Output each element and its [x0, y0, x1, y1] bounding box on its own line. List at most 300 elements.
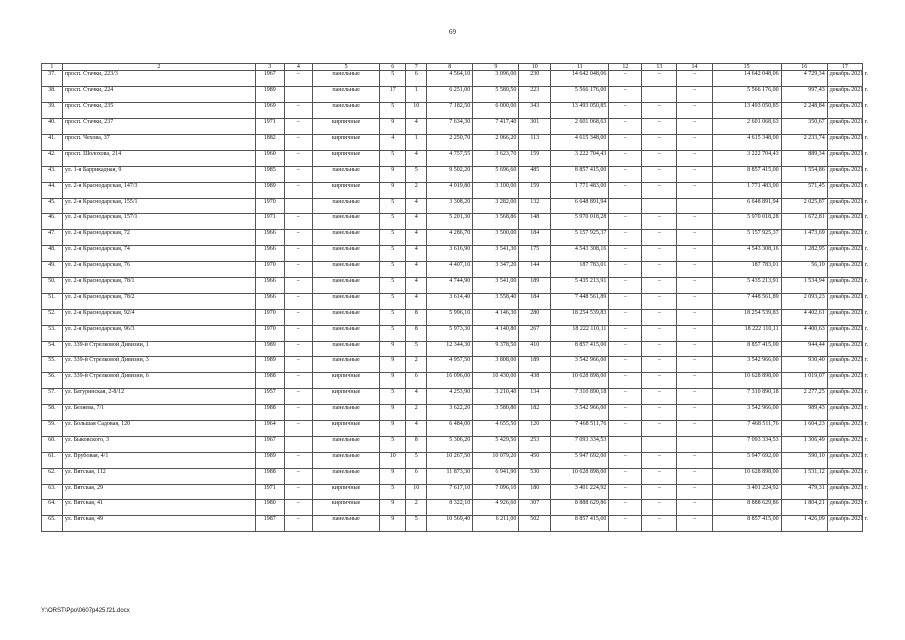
table-cell: 144 — [519, 262, 551, 278]
table-cell: декабрь 2021 г. — [827, 166, 862, 182]
table-cell: – — [284, 182, 313, 198]
table-cell: просп. Чехова, 37 — [62, 134, 255, 150]
table-cell: 1970 — [256, 309, 285, 325]
table-cell: – — [284, 325, 313, 341]
table-row — [42, 182, 863, 198]
table-cell: 12 344,30 — [427, 341, 473, 357]
table-cell: – — [677, 103, 712, 119]
table-cell: панельные — [313, 341, 380, 357]
table-cell: ул. Вятская, 41 — [62, 500, 255, 516]
table-cell: – — [284, 277, 313, 293]
table-cell: – — [642, 484, 677, 500]
table-cell — [609, 436, 642, 452]
table-cell: 8 857 415,00 — [551, 341, 609, 357]
table-cell: 1 604,23 — [781, 421, 827, 437]
table-cell: – — [609, 103, 642, 119]
table-cell: 5 — [406, 452, 427, 468]
table-cell: 1882 — [256, 134, 285, 150]
table-cell: 1970 — [256, 325, 285, 341]
table-cell: 1 — [406, 134, 427, 150]
table-cell: панельные — [313, 103, 380, 119]
table-cell: – — [609, 134, 642, 150]
table-cell: 3 542 966,00 — [712, 357, 781, 373]
table-cell: кирпичные — [313, 182, 380, 198]
table-cell: 2 601 068,63 — [712, 119, 781, 135]
table-cell: – — [642, 262, 677, 278]
table-cell: 9 — [380, 468, 406, 484]
table-cell: 6 648 891,94 — [712, 198, 781, 214]
table-cell: декабрь 2021 г. — [827, 182, 862, 198]
table-cell: – — [609, 262, 642, 278]
column-header: 5 — [313, 64, 380, 71]
table-cell: – — [642, 277, 677, 293]
table-cell: 1 473,69 — [781, 230, 827, 246]
table-cell: 3 096,00 — [473, 71, 519, 87]
table-cell: 189 — [519, 357, 551, 373]
table-cell: 5 435 213,91 — [712, 277, 781, 293]
table-cell: 9 — [380, 373, 406, 389]
table-cell: ул. 2-я Краснодарская, 92/4 — [62, 309, 255, 325]
table-cell: 2 233,74 — [781, 134, 827, 150]
table-cell: 4 286,70 — [427, 230, 473, 246]
table-cell: 5 — [380, 198, 406, 214]
table-cell: 3 616,90 — [427, 246, 473, 262]
table-cell: 3 308,20 — [427, 198, 473, 214]
table-cell: ул. 2-я Краснодарская, 78/1 — [62, 277, 255, 293]
table-cell: – — [642, 500, 677, 516]
table-row — [42, 341, 863, 357]
table-cell: – — [642, 325, 677, 341]
table-cell: декабрь 2021 г. — [827, 87, 862, 103]
table-cell: 3 614,40 — [427, 293, 473, 309]
table-cell: 8 888 629,86 — [712, 500, 781, 516]
table-cell: 1989 — [256, 182, 285, 198]
table-cell: 4 615 348,00 — [712, 134, 781, 150]
table-cell: – — [609, 214, 642, 230]
table-cell: 485 — [519, 166, 551, 182]
table-cell: 5 — [380, 71, 406, 87]
table-cell: панельные — [313, 166, 380, 182]
table-cell — [677, 436, 712, 452]
table-cell: 5 996,10 — [427, 309, 473, 325]
table-cell: – — [284, 71, 313, 87]
table-cell: – — [677, 421, 712, 437]
table-cell: 1967 — [256, 71, 285, 87]
table-cell: 5 — [380, 246, 406, 262]
column-header: 17 — [827, 64, 862, 71]
table-cell: ул. Большая Садовая, 120 — [62, 421, 255, 437]
table-cell — [284, 436, 313, 452]
table-row — [42, 277, 863, 293]
table-cell: 13 493 050,85 — [551, 103, 609, 119]
table-cell: 5 — [406, 166, 427, 182]
table-row — [42, 198, 863, 214]
table-cell: 10 — [406, 484, 427, 500]
table-cell — [284, 198, 313, 214]
table-cell: – — [609, 484, 642, 500]
table-cell: ул. 2-я Краснодарская, 74 — [62, 246, 255, 262]
table-cell: 8 — [406, 436, 427, 452]
table-cell: декабрь 2021 г. — [827, 230, 862, 246]
table-cell: 8 857 415,00 — [712, 516, 781, 532]
table-cell: 18 254 539,83 — [551, 309, 609, 325]
table-row — [42, 484, 863, 500]
table-cell: 7 417,40 — [473, 119, 519, 135]
column-header: 13 — [642, 64, 677, 71]
table-row — [42, 166, 863, 182]
table-cell: 59. — [42, 421, 63, 437]
table-cell: 7 182,50 — [427, 103, 473, 119]
table-cell: 502 — [519, 516, 551, 532]
table-cell: – — [609, 421, 642, 437]
table-cell: 1 672,81 — [781, 214, 827, 230]
table-cell: 3 542 966,00 — [551, 405, 609, 421]
table-cell: 2 066,20 — [473, 134, 519, 150]
table-cell: 5 — [380, 293, 406, 309]
table-cell: – — [609, 166, 642, 182]
table-cell: 148 — [519, 214, 551, 230]
table-cell: ул. Вятская, 49 — [62, 516, 255, 532]
table-cell: 2 — [406, 405, 427, 421]
table-cell: 187 783,01 — [712, 262, 781, 278]
table-cell: декабрь 2021 г. — [827, 516, 862, 532]
table-cell: 159 — [519, 182, 551, 198]
table-cell: 4 — [406, 150, 427, 166]
table-cell: декабрь 2021 г. — [827, 214, 862, 230]
table-cell: 4 757,55 — [427, 150, 473, 166]
table-cell: 4 957,50 — [427, 357, 473, 373]
table-cell: – — [642, 389, 677, 405]
table-cell: 14 642 048,06 — [712, 71, 781, 87]
table-cell: панельные — [313, 262, 380, 278]
table-cell: просп. Стачки, 237 — [62, 119, 255, 135]
table-cell: – — [677, 309, 712, 325]
table-cell: 4 655,50 — [473, 421, 519, 437]
table-body — [42, 71, 869, 532]
table-cell: 39. — [42, 103, 63, 119]
table-cell: 41. — [42, 134, 63, 150]
table-cell: – — [677, 389, 712, 405]
table-cell: 7 310 890,18 — [551, 389, 609, 405]
table-cell: 450 — [519, 452, 551, 468]
table-cell: 4 — [406, 214, 427, 230]
table-cell: 6 — [406, 71, 427, 87]
table-cell: – — [642, 373, 677, 389]
table-cell: – — [284, 134, 313, 150]
table-cell: 7 634,30 — [427, 119, 473, 135]
table-cell: 4 — [380, 134, 406, 150]
table-cell: 13 493 050,85 — [712, 103, 781, 119]
table-row — [42, 71, 863, 87]
table-cell: 8 — [406, 325, 427, 341]
table-cell: 1989 — [256, 341, 285, 357]
table-row — [42, 516, 863, 532]
table-cell: ул. Беляева, 7/1 — [62, 405, 255, 421]
table-cell: 1967 — [256, 436, 285, 452]
table-cell: 62. — [42, 468, 63, 484]
table-cell: – — [609, 373, 642, 389]
table-cell: декабрь 2021 г. — [827, 71, 862, 87]
table-row — [42, 246, 863, 262]
table-cell: – — [609, 87, 642, 103]
table-cell: 6 211,00 — [473, 516, 519, 532]
table-cell: 4 402,61 — [781, 309, 827, 325]
table-cell: 184 — [519, 230, 551, 246]
table-cell: 3 541,30 — [473, 246, 519, 262]
table-cell: 2 248,84 — [781, 103, 827, 119]
table-cell: 56. — [42, 373, 63, 389]
table-cell: 5 429,50 — [473, 436, 519, 452]
table-cell: 930,40 — [781, 357, 827, 373]
table-cell: – — [642, 405, 677, 421]
table-cell: 18 254 539,83 — [712, 309, 781, 325]
table-row — [42, 262, 863, 278]
table-cell: 5 973,30 — [427, 325, 473, 341]
table-cell: 1971 — [256, 484, 285, 500]
table-cell: – — [284, 166, 313, 182]
table-cell: 4 140,80 — [473, 325, 519, 341]
table-cell: – — [677, 452, 712, 468]
column-header: 1 — [42, 64, 63, 71]
table-cell: 7 617,10 — [427, 484, 473, 500]
table-cell: 1987 — [256, 516, 285, 532]
table-cell: 4 — [406, 198, 427, 214]
table-cell: – — [284, 516, 313, 532]
table-cell: 590,10 — [781, 452, 827, 468]
file-path-footer: Y:\ORST\Ppo\0607p425.f21.docx — [41, 608, 130, 614]
table-cell: кирпичные — [313, 373, 380, 389]
table-row — [42, 452, 863, 468]
table-cell: 3 622,20 — [427, 405, 473, 421]
table-cell: – — [609, 357, 642, 373]
table-cell: 14 642 048,06 — [551, 71, 609, 87]
table-row — [42, 150, 863, 166]
table-cell: панельные — [313, 198, 380, 214]
table-cell: 1970 — [256, 262, 285, 278]
table-cell: 56,10 — [781, 262, 827, 278]
table-cell: 18 222 110,11 — [712, 325, 781, 341]
table-cell: 5 435 213,91 — [551, 277, 609, 293]
table-cell — [677, 198, 712, 214]
table-cell — [642, 198, 677, 214]
table-cell: 1989 — [256, 87, 285, 103]
table-cell: 1989 — [256, 357, 285, 373]
table-cell: 4 — [406, 277, 427, 293]
table-cell: 3 580,80 — [473, 405, 519, 421]
table-cell: 5 157 925,37 — [712, 230, 781, 246]
table-cell: 5 — [380, 103, 406, 119]
table-cell: кирпичные — [313, 119, 380, 135]
table-cell: просп. Стачки, 223/3 — [62, 71, 255, 87]
table-cell: 5 580,50 — [473, 87, 519, 103]
table-cell: – — [642, 341, 677, 357]
table-cell: 17 — [380, 87, 406, 103]
table-cell: 479,31 — [781, 484, 827, 500]
table-cell: 113 — [519, 134, 551, 150]
table-cell: 6 251,00 — [427, 87, 473, 103]
table-cell: 53. — [42, 325, 63, 341]
table-cell: 343 — [519, 103, 551, 119]
table-cell: 180 — [519, 484, 551, 500]
table-cell: 4 615 348,00 — [551, 134, 609, 150]
table-cell: 187 783,01 — [551, 262, 609, 278]
table-cell: 8 888 629,86 — [551, 500, 609, 516]
table-cell: 1 771 483,00 — [712, 182, 781, 198]
table-cell: 9 — [380, 341, 406, 357]
table-cell: 1988 — [256, 405, 285, 421]
table-cell: 3 347,20 — [473, 262, 519, 278]
table-cell: – — [677, 516, 712, 532]
table-cell: панельные — [313, 516, 380, 532]
table-cell: – — [642, 230, 677, 246]
table-cell: 46. — [42, 214, 63, 230]
table-cell: 3 542 966,00 — [551, 357, 609, 373]
table-cell: – — [284, 119, 313, 135]
table-cell: 10 — [380, 452, 406, 468]
table-cell: 9 — [380, 421, 406, 437]
table-cell: 1 554,86 — [781, 166, 827, 182]
table-cell: – — [677, 182, 712, 198]
table-cell: 54. — [42, 341, 63, 357]
table-cell: ул. 2-я Краснодарская, 147/3 — [62, 182, 255, 198]
table-cell: панельные — [313, 293, 380, 309]
table-cell: 438 — [519, 373, 551, 389]
table-cell: – — [642, 150, 677, 166]
table-cell: 4 400,63 — [781, 325, 827, 341]
table-row — [42, 436, 863, 452]
table-cell: 5 — [380, 309, 406, 325]
table-cell: 9 502,20 — [427, 166, 473, 182]
table-cell: декабрь 2021 г. — [827, 262, 862, 278]
table-cell: декабрь 2021 г. — [827, 452, 862, 468]
table-cell: 4 926,60 — [473, 500, 519, 516]
column-header: 8 — [427, 64, 473, 71]
table-cell: – — [284, 230, 313, 246]
table-cell: 410 — [519, 341, 551, 357]
table-cell: – — [677, 71, 712, 87]
table-row — [42, 325, 863, 341]
table-cell: кирпичные — [313, 389, 380, 405]
table-cell: 5 — [380, 150, 406, 166]
table-cell: – — [677, 230, 712, 246]
table-cell: – — [677, 87, 712, 103]
table-cell: 4 — [406, 293, 427, 309]
table-cell: 9 — [380, 516, 406, 532]
table-cell: кирпичные — [313, 421, 380, 437]
table-cell: 4 — [406, 262, 427, 278]
table-cell: 6 941,90 — [473, 468, 519, 484]
table-cell: 1 306,49 — [781, 436, 827, 452]
table-row — [42, 87, 863, 103]
table-cell: – — [609, 246, 642, 262]
table-cell: 48. — [42, 246, 63, 262]
table-cell: 44. — [42, 182, 63, 198]
table-cell: 18 222 110,11 — [551, 325, 609, 341]
table-cell: панельные — [313, 230, 380, 246]
table-cell: – — [642, 452, 677, 468]
table-cell: декабрь 2021 г. — [827, 134, 862, 150]
table-cell: 5 970 018,28 — [712, 214, 781, 230]
table-row — [42, 357, 863, 373]
table-cell: 2 — [406, 357, 427, 373]
table-cell: – — [284, 405, 313, 421]
table-cell: – — [284, 309, 313, 325]
table-cell: 5 — [406, 341, 427, 357]
table-cell: 5 201,30 — [427, 214, 473, 230]
table-cell: 4 744,90 — [427, 277, 473, 293]
table-cell: – — [677, 468, 712, 484]
table-cell: 9 — [380, 405, 406, 421]
table-cell: – — [677, 134, 712, 150]
table-cell: 7 468 511,76 — [712, 421, 781, 437]
table-cell: 2 025,87 — [781, 198, 827, 214]
table-cell: панельные — [313, 309, 380, 325]
table-cell: – — [609, 405, 642, 421]
column-header: 16 — [781, 64, 827, 71]
table-cell: – — [284, 389, 313, 405]
table-cell: 4 — [406, 230, 427, 246]
table-cell: 5 — [380, 484, 406, 500]
table-cell: 5 306,20 — [427, 436, 473, 452]
table-cell: декабрь 2021 г. — [827, 389, 862, 405]
table-cell: 5 947 692,00 — [712, 452, 781, 468]
table-cell: – — [642, 71, 677, 87]
table-cell: 5 — [380, 230, 406, 246]
table-cell: 1 426,09 — [781, 516, 827, 532]
table-cell: 3 401 224,92 — [551, 484, 609, 500]
table-cell: – — [642, 182, 677, 198]
table-cell: 38. — [42, 87, 63, 103]
table-cell: 3 222 704,43 — [551, 150, 609, 166]
table-cell: панельные — [313, 277, 380, 293]
table-cell: 4 543 308,16 — [551, 246, 609, 262]
table-cell: 6 648 891,94 — [551, 198, 609, 214]
table-cell: 2 250,70 — [427, 134, 473, 150]
table-cell: 6 — [406, 373, 427, 389]
table-cell: 2 601 068,63 — [551, 119, 609, 135]
table-cell: – — [642, 421, 677, 437]
table-cell: 223 — [519, 87, 551, 103]
table-cell: 1 771 483,00 — [551, 182, 609, 198]
table-row — [42, 373, 863, 389]
table-cell: декабрь 2021 г. — [827, 246, 862, 262]
column-header: 9 — [473, 64, 519, 71]
table-cell: 5 947 692,00 — [551, 452, 609, 468]
table-cell: ул. Врубовая, 4/1 — [62, 452, 255, 468]
table-cell: 9 — [380, 166, 406, 182]
table-cell: 307 — [519, 500, 551, 516]
table-row — [42, 103, 863, 119]
table-cell: декабрь 2021 г. — [827, 277, 862, 293]
table-cell: 1960 — [256, 150, 285, 166]
table-cell: декабрь 2021 г. — [827, 325, 862, 341]
table-cell: 1966 — [256, 293, 285, 309]
table-cell: 1971 — [256, 119, 285, 135]
table-cell: 7 468 511,76 — [551, 421, 609, 437]
table-cell: – — [609, 71, 642, 87]
table-cell: декабрь 2021 г. — [827, 500, 862, 516]
table-cell: 3 100,00 — [473, 182, 519, 198]
table-cell: 4 019,80 — [427, 182, 473, 198]
table-cell: 1966 — [256, 246, 285, 262]
table-cell: 10 628 898,00 — [551, 373, 609, 389]
table-cell: – — [677, 341, 712, 357]
table-cell: панельные — [313, 214, 380, 230]
table-cell: – — [284, 373, 313, 389]
table-cell: панельные — [313, 71, 380, 87]
table-cell: 9 — [380, 500, 406, 516]
table-cell: 1988 — [256, 468, 285, 484]
